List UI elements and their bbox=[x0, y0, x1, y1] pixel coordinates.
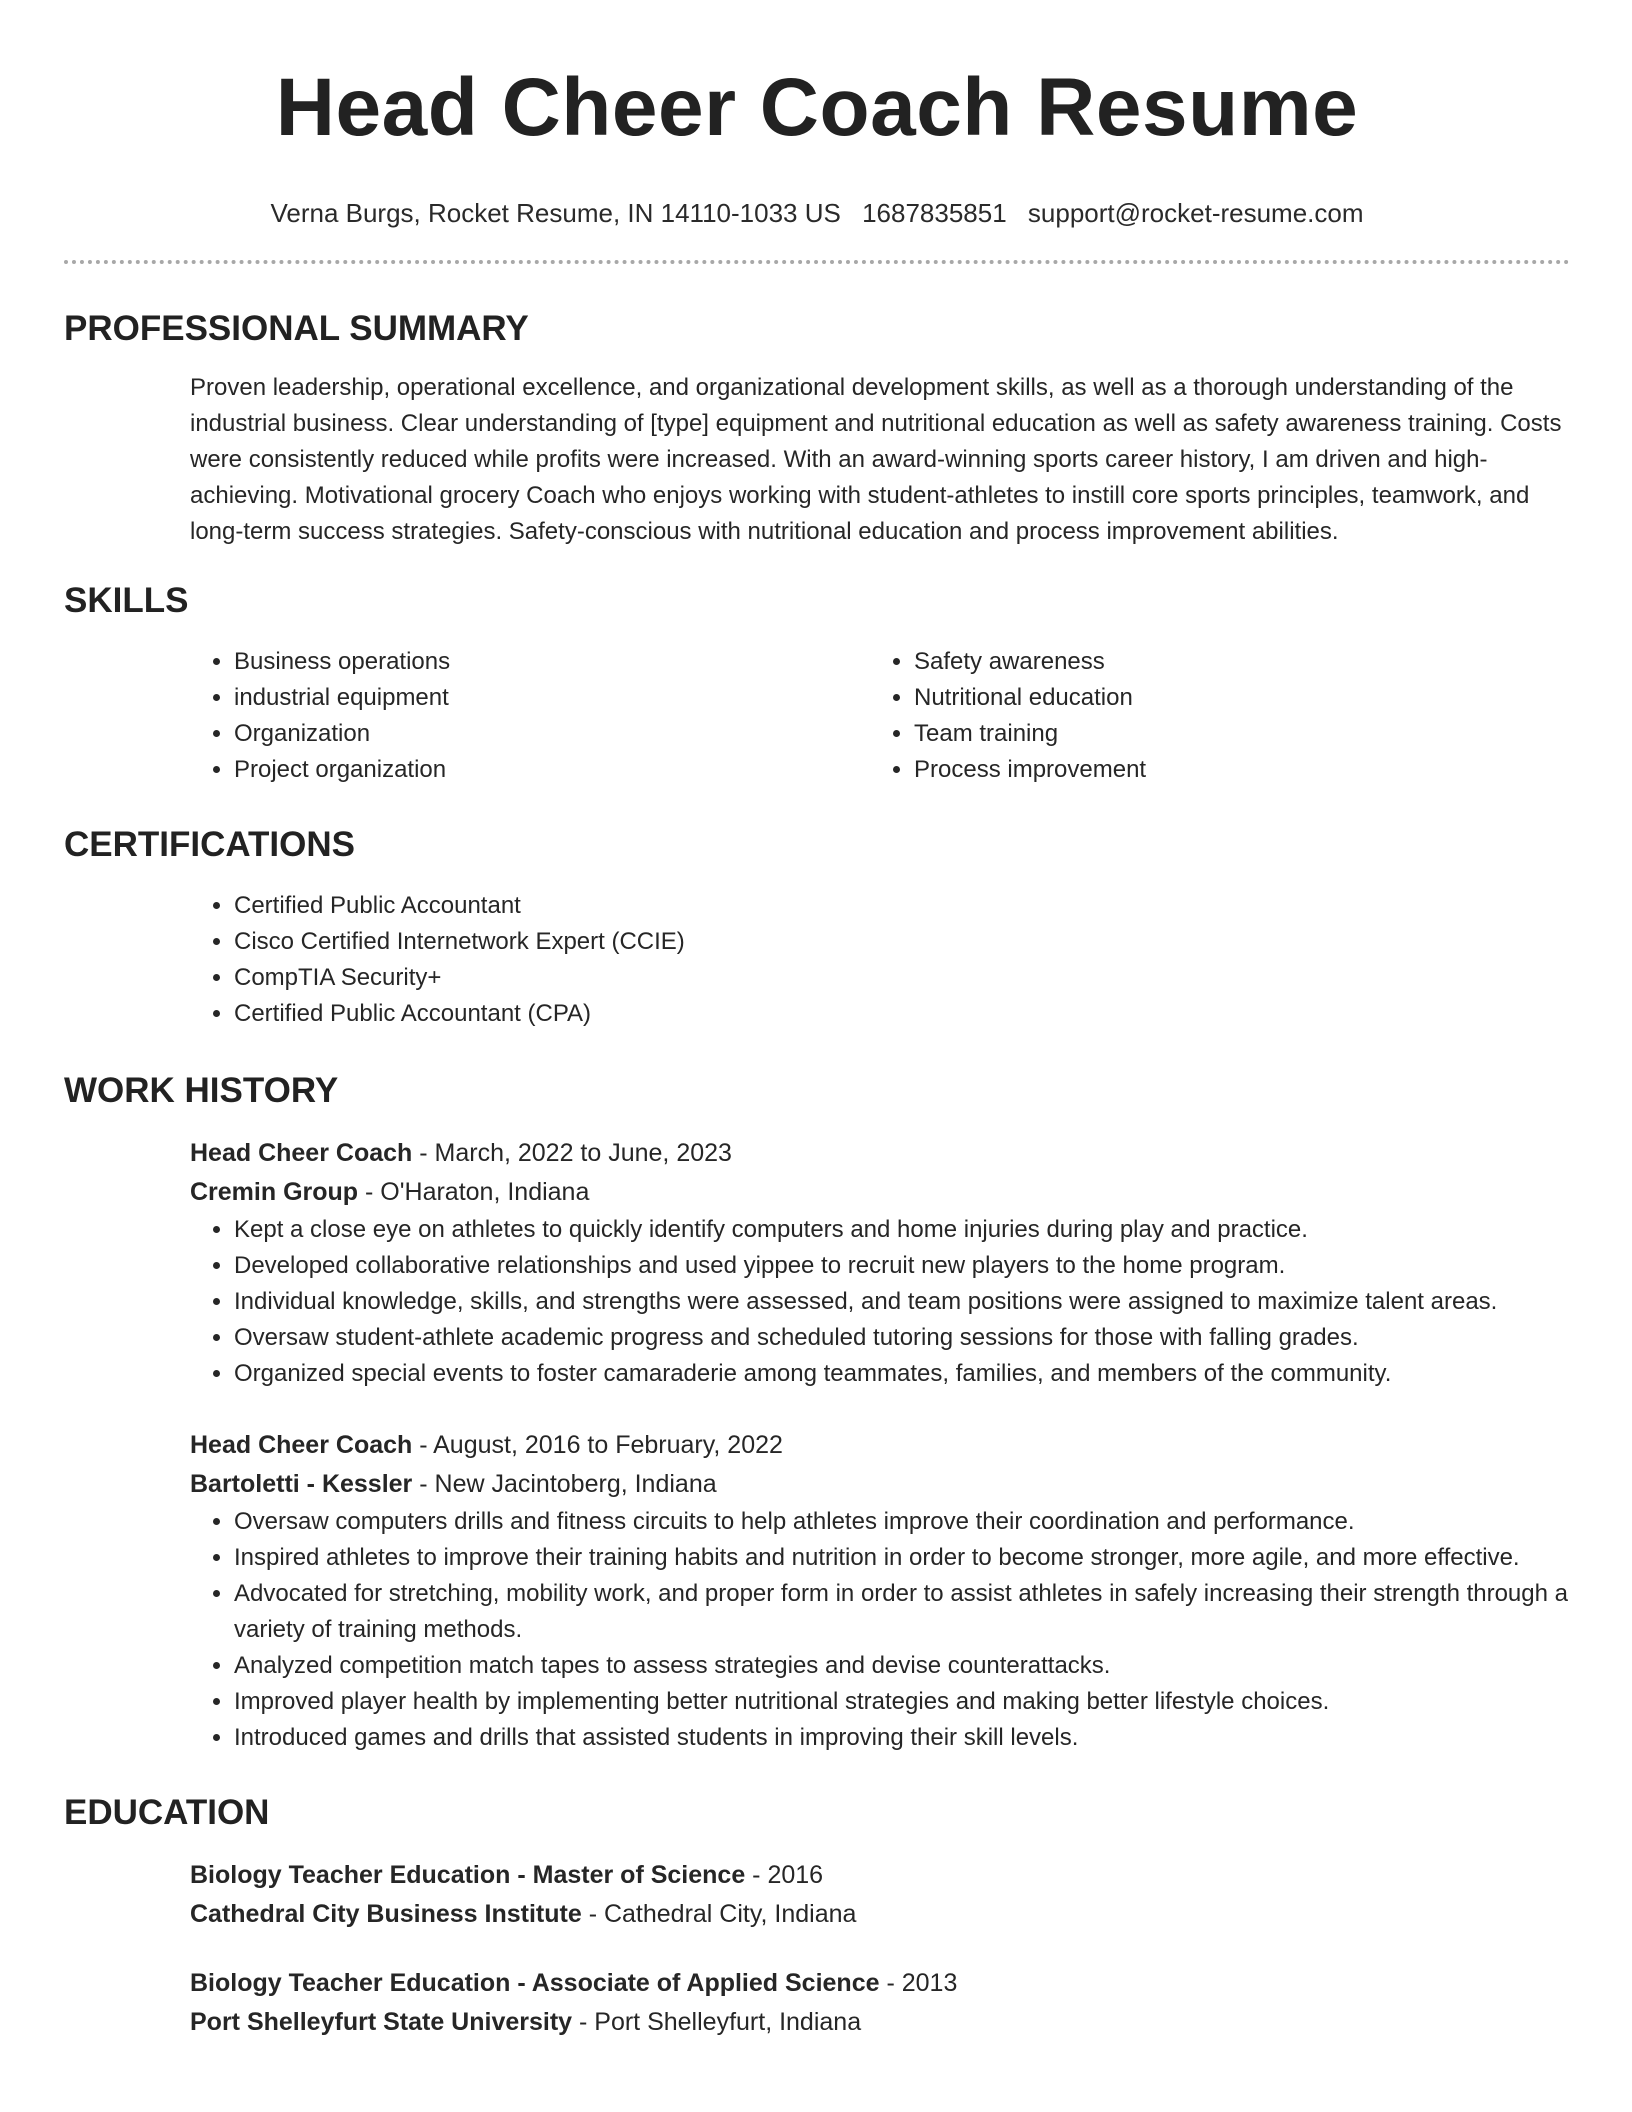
skills-right-column bbox=[870, 644, 1550, 788]
resume-page bbox=[64, 0, 1570, 2042]
education-entry bbox=[190, 1964, 1570, 2042]
job-bullet: • Inspired athletes to improve their training habits and nutrition in order to become stronger, more agile, and more effective. bbox=[234, 1540, 1570, 1576]
education-school-line bbox=[190, 2003, 1570, 2042]
certifications-section bbox=[64, 824, 1570, 1032]
job-bullet: • Oversaw student-athlete academic progress and scheduled tutoring sessions for those with falling grades. bbox=[234, 1320, 1570, 1356]
job-bullet: • Organized special events to foster camaraderie among teammates, families, and members of the community. bbox=[234, 1356, 1570, 1392]
job-title: Head Cheer Coach bbox=[190, 1431, 413, 1459]
education-degree: Biology Teacher Education - Master of Science bbox=[190, 1861, 746, 1889]
certification-item: • Certified Public Accountant (CPA) bbox=[234, 996, 1570, 1032]
education-degree-line bbox=[190, 1856, 1570, 1895]
skill-item: • Team training bbox=[914, 716, 1550, 752]
job-bullet: • Developed collaborative relationships and used yippee to recruit new players to the home program. bbox=[234, 1248, 1570, 1284]
job-bullet: • Improved player health by implementing better nutritional strategies and making better lifestyle choices. bbox=[234, 1684, 1570, 1720]
job-company-line bbox=[190, 1173, 1570, 1212]
skill-item: • Organization bbox=[234, 716, 870, 752]
job-entry bbox=[190, 1426, 1570, 1756]
resume-title: Head Cheer Coach Resume bbox=[275, 62, 1359, 153]
skills-left-column bbox=[190, 644, 870, 788]
certification-item: • Cisco Certified Internetwork Expert (CCIE) bbox=[234, 924, 1570, 960]
education-entry bbox=[190, 1856, 1570, 1934]
job-bullet: • Advocated for stretching, mobility work, and proper form in order to assist athletes in safely increasing their strength through a variety of training methods. bbox=[234, 1576, 1570, 1648]
skill-item: • Process improvement bbox=[914, 752, 1550, 788]
work-history-heading: WORK HISTORY bbox=[64, 1071, 339, 1110]
contact-phone: 1687835851 bbox=[862, 198, 1007, 228]
job-location: - New Jacintoberg, Indiana bbox=[412, 1470, 717, 1498]
education-body bbox=[190, 1856, 1570, 2042]
skill-item: • Project organization bbox=[234, 752, 870, 788]
job-company-line bbox=[190, 1465, 1570, 1504]
education-heading: EDUCATION bbox=[64, 1793, 270, 1832]
job-bullet: • Analyzed competition match tapes to assess strategies and devise counterattacks. bbox=[234, 1648, 1570, 1684]
job-title: Head Cheer Coach bbox=[190, 1139, 413, 1167]
job-bullet: • Kept a close eye on athletes to quickly identify computers and home injuries during play and practice. bbox=[234, 1212, 1570, 1248]
education-location: - Port Shelleyfurt, Indiana bbox=[572, 2008, 862, 2036]
job-bullets bbox=[190, 1504, 1570, 1756]
skill-item: • Nutritional education bbox=[914, 680, 1550, 716]
job-location: - O'Haraton, Indiana bbox=[358, 1178, 590, 1206]
job-dates: - August, 2016 to February, 2022 bbox=[412, 1431, 783, 1459]
job-company: Bartoletti - Kessler bbox=[190, 1470, 413, 1498]
job-bullets bbox=[190, 1212, 1570, 1392]
job-title-line bbox=[190, 1134, 1570, 1173]
skills-section bbox=[64, 580, 1570, 788]
skills-grid bbox=[190, 644, 1570, 788]
job-bullet: • Individual knowledge, skills, and strengths were assessed, and team positions were assigned to maximize talent areas. bbox=[234, 1284, 1570, 1320]
job-entry bbox=[190, 1134, 1570, 1392]
header-divider bbox=[64, 260, 1570, 264]
summary-section bbox=[64, 308, 1570, 550]
certifications-heading: CERTIFICATIONS bbox=[64, 825, 356, 864]
education-degree-line bbox=[190, 1964, 1570, 2003]
job-bullet: • Introduced games and drills that assisted students in improving their skill levels. bbox=[234, 1720, 1570, 1756]
work-history-section bbox=[64, 1070, 1570, 1756]
contact-address: Verna Burgs, Rocket Resume, IN 14110-1033 US bbox=[270, 198, 841, 228]
certification-item: • Certified Public Accountant bbox=[234, 888, 1570, 924]
work-history-body bbox=[190, 1134, 1570, 1756]
contact-line bbox=[64, 196, 1570, 230]
contact-email: support@rocket-resume.com bbox=[1027, 198, 1364, 228]
education-section bbox=[64, 1792, 1570, 2042]
certifications-list bbox=[190, 888, 1570, 1032]
skills-heading: SKILLS bbox=[64, 581, 189, 620]
education-school-line bbox=[190, 1895, 1570, 1934]
education-degree: Biology Teacher Education - Associate of Applied Science bbox=[190, 1969, 880, 1997]
education-year: - 2013 bbox=[879, 1969, 958, 1997]
job-title-line bbox=[190, 1426, 1570, 1465]
summary-heading: PROFESSIONAL SUMMARY bbox=[64, 309, 529, 348]
certification-item: • CompTIA Security+ bbox=[234, 960, 1570, 996]
job-bullet: • Oversaw computers drills and fitness circuits to help athletes improve their coordination and performance. bbox=[234, 1504, 1570, 1540]
job-company: Cremin Group bbox=[190, 1178, 359, 1206]
job-dates: - March, 2022 to June, 2023 bbox=[412, 1139, 732, 1167]
education-school: Port Shelleyfurt State University bbox=[190, 2008, 573, 2036]
education-location: - Cathedral City, Indiana bbox=[581, 1900, 857, 1928]
education-year: - 2016 bbox=[745, 1861, 824, 1889]
skill-item: • Business operations bbox=[234, 644, 870, 680]
skill-item: • industrial equipment bbox=[234, 680, 870, 716]
skill-item: • Safety awareness bbox=[914, 644, 1550, 680]
education-school: Cathedral City Business Institute bbox=[190, 1900, 582, 1928]
summary-text: Proven leadership, operational excellence, and organizational development skills, as well as a thorough understanding of the industrial business. Clear understanding of [type] equipment and nutritional education as well as safety awareness training. Costs were consistently reduced while profits were increased. With an award-winning sports career history, I am driven and high-achieving. Motivational grocery Coach who enjoys working with student-athletes to instill core sports principles, teamwork, and long-term success strategies. Safety-conscious with nutritional education and process improvement abilities. bbox=[190, 374, 1562, 545]
